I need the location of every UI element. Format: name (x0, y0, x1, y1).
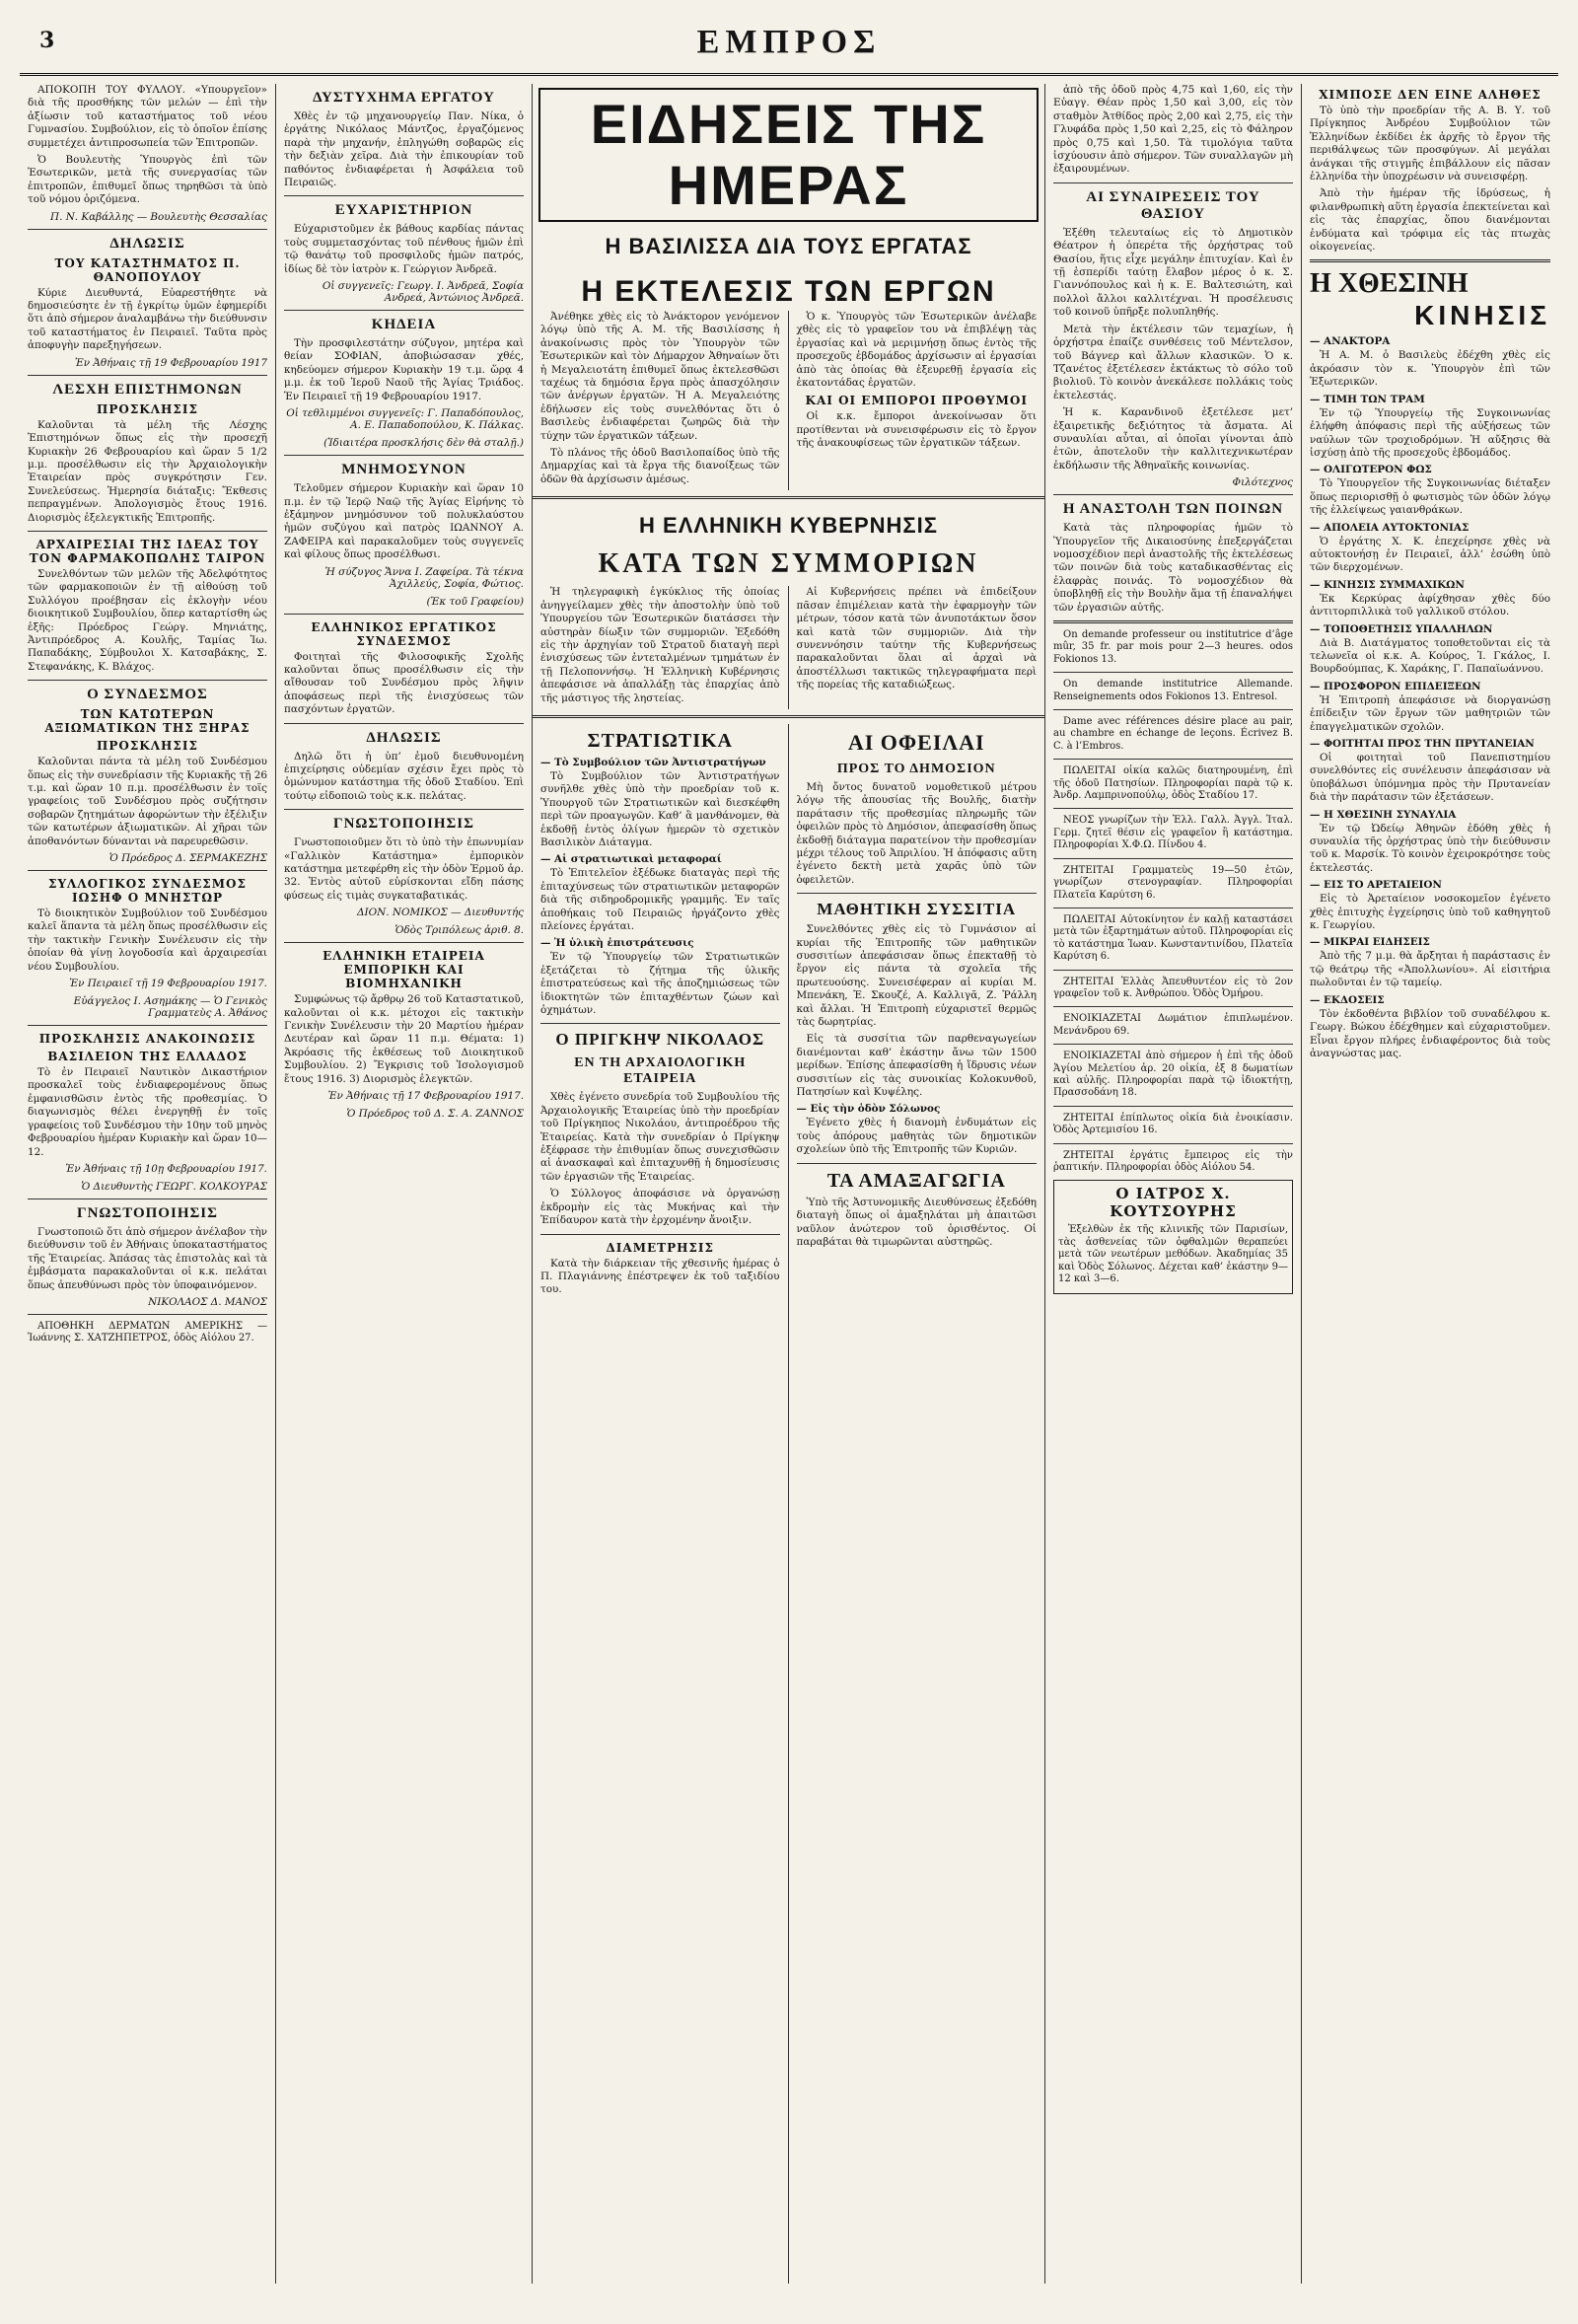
story-2-left (533, 586, 789, 709)
divider (28, 680, 267, 681)
address: Ὁδὸς Τριπόλεως ἀριθ. 8. (394, 924, 524, 937)
ad-text: Ἐξελθὼν ἐκ τῆς κλινικῆς τῶν Παρισίων, τὰς ἀσθενείας τῶν ὀφθαλμῶν θεραπεύει μετὰ τῶν νεωτέρων μεθόδων. Ἀκαδημίας 35 καὶ Ὁδὸς Σόλωνος. Δέχεται καθ’ ἑκάστην 9—12 καὶ 3—6. (1058, 1224, 1288, 1285)
headline: Η ΕΛΛΗΝΙΚΗ ΚΥΒΕΡΝΗΣΙΣ (639, 513, 938, 539)
article-text: Ἐν τῷ Ὑπουργείῳ τῆς Συγκοινωνίας ἐλήφθη ἀπόφασις περὶ τῆς αὐξήσεως τῶν ναύλων τῶν τροχιοδρόμων. Ἡ αὔξησις θὰ ἰσχύσῃ ἀπὸ τῆς προσεχοῦς ἑβδομάδος. (1310, 406, 1550, 459)
section-subheading: ΠΡΟΣΚΛΗΣΙΣ (97, 401, 198, 416)
signature: ΔΙΟΝ. ΝΟΜΙΚΟΣ — Διευθυντής (357, 907, 524, 919)
section-heading: Ο ΣΥΝΔΕΣΜΟΣ (87, 687, 208, 703)
divider (1053, 1044, 1293, 1045)
classified-ad: ΖΗΤΕΙΤΑΙ Γραμματεὺς 19—50 ἐτῶν, γνωρίζων στενογραφίαν. Πληροφορίαι Πλατεῖα Καρύτση 6. (1053, 864, 1293, 901)
classified-ad: Dame avec références désire place au pair, au chambre en échange de leçons. Écrivez B. C. à l’Embros. (1053, 716, 1293, 752)
item-heading: — Εἰς τὴν ὁδὸν Σόλωνος (796, 1103, 941, 1116)
article-text: Χθὲς ἐγένετο συνεδρία τοῦ Συμβουλίου τῆς Ἀρχαιολογικῆς Ἑταιρείας ὑπὸ τὴν προεδρίαν τοῦ Πρίγκηπος Νικολάου, ἀντιπροέδρου τῆς Ἑταιρείας. Κατὰ τὴν συνεδρίαν ὁ Πρίγκηψ ἐξέφρασε τὴν ἐπιθυμίαν ὅπως συνεχισθῶσιν αἱ ἀνασκαφαὶ καὶ ἐπιταχυνθῇ ἡ δημοσίευσις τῶν ἐργασιῶν τῆς Ἑταιρείας. (540, 1091, 780, 1183)
divider (28, 1198, 267, 1199)
newspaper-page (20, 18, 1558, 2287)
section-heading: ΔΙΑΜΕΤΡΗΣΙΣ (606, 1240, 715, 1255)
item-heading: — ΠΡΟΣΦΟΡΟΝ ΕΠΙΔΕΙΞΕΩΝ (1310, 680, 1481, 692)
article-text: Ἡ Α. Μ. ὁ Βασιλεὺς ἐδέχθη χθὲς εἰς ἀκρόασιν τὸν κ. Ὑπουργὸν ἐπὶ τῶν Ἐξωτερικῶν. (1310, 349, 1550, 389)
divider (28, 375, 267, 376)
item-heading: — ΑΠΟΛΕΙΑ ΑΥΤΟΚΤΟΝΙΑΣ (1310, 521, 1470, 534)
signature: Ἡ σύζυγος Ἄννα Ι. Ζαφείρα. Τὰ τέκνα Ἀχιλλεύς, Σοφία, Φώτιος. (324, 565, 524, 590)
signature: Φιλότεχνος (1232, 476, 1293, 489)
column-1 (20, 84, 276, 2284)
classified-ad: ΕΝΟΙΚΙΑΖΕΤΑΙ Δωμάτιον ἐπιπλωμένον. Μενάνδρου 69. (1053, 1013, 1293, 1037)
divider (540, 1234, 780, 1235)
article-text: Ἀνέθηκε χθὲς εἰς τὸ Ἀνάκτορον γενόμενον λόγῳ ὑπὸ τῆς Α. Μ. τῆς Βασιλίσσης ἡ ἀνακοίνωσις πρὸς τὸν Ὑπουργὸν τῶν Ἐσωτερικῶν καὶ τὸν Δήμαρχον Ἀθηναίων ὅτι ἡ Μεγαλειοτάτη ἐπιθυμεῖ ὅπως ἐκτελεσθῶσι ταχέως τὰ δημόσια ἔργα πρὸς ἀπασχόλησιν τῶν ἀνέργων ἐργατῶν. Ἡ Α. Μεγαλειότης ἐδήλωσεν εἰς τοὺς συνελθόντας ὅτι ὁ Βασιλεὺς ἐνδιαφέρεται ζωηρῶς διὰ τὴν τύχην τῶν ἐργατικῶν τάξεων. (540, 311, 780, 442)
story-1-columns (533, 311, 1044, 490)
classified-ad: On demande professeur ou institutrice d’âge mûr, 35 fr. par mois pour 2—3 heures. odos Fokionos 13. (1053, 629, 1293, 665)
section-heading: ΠΡΟΣΚΛΗΣΙΣ ΑΝΑΚΟΙΝΩΣΙΣ (38, 1032, 256, 1047)
item-heading: — ΕΙΣ ΤΟ ΑΡΕΤΑΙΕΙΟΝ (1310, 879, 1442, 892)
note: (Ἐκ τοῦ Γραφείου) (426, 595, 524, 608)
classified-ad: ΖΗΤΕΙΤΑΙ Ἑλλὰς Ἀπευθυντέον εἰς τὸ 2ον γραφεῖον τοῦ κ. Ἀνθρώπου. Ὁδὸς Ὀμήρου. (1053, 976, 1293, 999)
divider (28, 229, 267, 230)
article-text: Κατὰ τὴν διάρκειαν τῆς χθεσινῆς ἡμέρας ὁ Π. Πλαγιάννης ἐπέστρεψεν ἐκ τοῦ ταξιδίου του. (540, 1257, 780, 1296)
section-heading: ΣΤΡΑΤΙΩΤΙΚΑ (587, 729, 733, 752)
article-text: Ἡ Ἐπιτροπὴ ἀπεφάσισε νὰ διοργανώσῃ ἐπίδειξιν τῶν ἔργων τῶν μαθητριῶν τῶν ἐπαγγελματικῶν σχολῶν. (1310, 693, 1550, 733)
section-subheading: ΠΡΟΣ ΤΟ ΔΗΜΟΣΙΟΝ (836, 761, 996, 776)
article-text: Συνελθόντων τῶν μελῶν τῆς Ἀδελφότητος τῶν φαρμακοποιῶν ἐν τῇ αἰθούσῃ τοῦ Συλλόγου προέβησαν εἰς ἐκλογὴν νέου διοικητικοῦ Συμβουλίου, ὅπερ καταρτίσθη ὡς ἑξῆς: Πρόεδρος Γεώργ. Μηνιάτης, Ἀντιπρόεδρος Α. Κουλῆς, Ταμίας Ἰω. Παπαδάκης, Σύμβουλοι Χ. Κατσαβάκης, Σ. Στεφανάκης, Κ. Βλάχος. (28, 567, 267, 673)
article-text: Ὁ Σύλλογος ἀποφάσισε νὰ ὀργανώσῃ ἐκδρομὴν εἰς τὰς Μυκήνας καὶ τὴν Ἐπίδαυρον κατὰ τὴν ἐρχομένην ἄνοιξιν. (540, 1188, 780, 1227)
article-text: Αἱ Κυβερνήσεις πρέπει νὰ ἐπιδείξουν πᾶσαν ἐπιμέλειαν κατὰ τὴν ἐφαρμογὴν τῶν μέτρων, τόσον κατὰ τῶν ἀνυποτάκτων ὅσον καὶ κατὰ τῶν συμμοριῶν. Διὰ τὴν συνεννόησιν ταύτην τῆς Κυβερνήσεως παρακαλοῦνται ὅλαι αἱ ἀρχαὶ νὰ ἀποστέλλωσι τακτικῶς τηλεγραφήματα περὶ τῆς πορείας τῆς καταδιώξεως. (796, 586, 1037, 691)
section-subheading: ΤΟΥ ΚΑΤΑΣΤΗΜΑΤΟΣ Π. ΘΑΝΟΠΟΥΛΟΥ (54, 255, 241, 284)
divider (1053, 709, 1293, 710)
article-text: Συνελθόντες χθὲς εἰς τὸ Γυμνάσιον αἱ κυρίαι τῆς Ἐπιτροπῆς τῶν μαθητικῶν συσσιτίων ἀπεφάσισαν ὅπως ἐπεκταθῇ τὸ ἔργον εἰς πάντα τὰ σχολεῖα τῆς πρωτευούσης. Συνεισέφεραν αἱ κυρίαι Μ. Μπενάκη, Ἑ. Σκουζέ, Α. Καλλιγᾶ, Ζ. Ῥάλλη καὶ ἄλλαι. Ἡ Ἐπιτροπὴ εὐχαριστεῖ θερμῶς τὰς δωρητρίας. (796, 923, 1037, 1029)
article-text: Μὴ ὄντος δυνατοῦ νομοθετικοῦ μέτρου λόγῳ τῆς ἀπουσίας τῆς Βουλῆς, διατὴν παράτασιν τῆς προθεσμίας πληρωμῆς τῶν ὀφειλῶν πρὸς τὸ Δημόσιον, ἀπεφασίσθη ὅπως ἐκδοθῇ διάταγμα παρατείνον τὴν προθεσμίαν μέχρι τέλους τοῦ Ἀπριλίου. Ἡ ἀπόφασις αὕτη ἐγένετο δεκτὴ μετὰ χαρᾶς ὑπὸ τῶν ὀφειλετῶν. (796, 780, 1037, 886)
lower-center-columns (533, 724, 1044, 2284)
article-text: Τὸ Συμβούλιον τῶν Ἀντιστρατήγων συνῆλθε χθὲς ὑπὸ τὴν προεδρίαν τοῦ κ. Ὑπουργοῦ τῶν Στρατιωτικῶν καὶ διεσκέφθη περὶ τῶν προαγωγῶν. Καθ’ ἃ μανθάνομεν, θὰ ἐκδοθῇ ἐντὸς ὀλίγων ἡμερῶν τὸ σχετικὸν Βασιλικὸν Διάταγμα. (540, 769, 780, 848)
divider (1053, 1143, 1293, 1144)
headline: Η ΕΚΤΕΛΕΣΙΣ ΤΩΝ ΕΡΓΩΝ (581, 275, 996, 308)
divider (797, 1163, 1038, 1164)
article-text: Τὸ ὑπὸ τὴν προεδρίαν τῆς Α. Β. Υ. τοῦ Πρίγκηπος Ἀνδρέου Συμβούλιον τῶν Ἑλληνίδων ἐκδίδει ἐκ ἀρχῆς τὸ ἔργον τῆς περιθάλψεως τῶν προσφύγων. Αἱ μεγάλαι ἀνάγκαι τῆς στιγμῆς ἐπιβάλλουν εἰς πᾶσαν ἑλληνίδα τὴν ὑποχρέωσιν νὰ συνεισφέρῃ. (1310, 105, 1550, 183)
divider (1053, 808, 1293, 809)
divider (1310, 259, 1550, 262)
story-2-columns (533, 586, 1044, 709)
divider (28, 531, 267, 532)
item-heading: — ΤΙΜΗ ΤΩΝ ΤΡΑΜ (1310, 393, 1425, 405)
divider (1053, 672, 1293, 673)
divider (284, 455, 524, 456)
article-text: Τὴν προσφιλεστάτην σύζυγον, μητέρα καὶ θείαν ΣΟΦΙΑΝ, ἀποβιώσασαν χθές, κηδεύομεν σήμερον Κυριακὴν 19 τ.μ. ὥρᾳ 4 μ.μ. ἐκ τοῦ Ἱεροῦ Ναοῦ τῆς Ἁγίας Τριάδος. Ἐν Πειραιεῖ τῇ 19 Φεβρουαρίου 1917. (284, 337, 524, 402)
article-text: Εἰς τὸ Ἀρεταίειον νοσοκομεῖον ἐγένετο χθὲς ἐπιτυχὴς ἐγχείρησις ὑπὸ τοῦ καθηγητοῦ κ. Γεωργίου. (1310, 893, 1550, 932)
item-heading: — Αἱ στρατιωτικαὶ μεταφοραί (540, 853, 722, 866)
article-text: Δηλῶ ὅτι ἡ ὑπ’ ἐμοῦ διευθυνομένη ἐπιχείρησις οὐδεμίαν σχέσιν ἔχει πρὸς τὸ ὁμώνυμον κατάστημα τῆς ὁδοῦ Σταδίου. Ἐπὶ τούτῳ εἰδοποιῶ τοὺς κ.κ. πελάτας. (284, 750, 524, 802)
classified-ad: ΠΩΛΕΙΤΑΙ οἰκία καλῶς διατηρουμένη, ἐπὶ τῆς ὁδοῦ Πατησίων. Πληροφορίαι παρὰ τῷ κ. Ἀνδρ. Λαμπρινοπούλῳ, ὁδὸς Σταδίου 17. (1053, 765, 1293, 802)
section-heading: ΔΗΛΩΣΙΣ (366, 729, 442, 746)
main-banner: ΕΙΔΗΣΕΙΣ ΤΗΣ ΗΜΕΡΑΣ (538, 88, 1039, 222)
article-text: Διὰ Β. Διατάγματος τοποθετοῦνται εἰς τὰ τελωνεῖα οἱ κ.κ. Α. Κούρος, Ἰ. Γκάλος, Ι. Βουρδούμπας, Κ. Χαράκης, Γ. Παπαϊωάννου. (1310, 636, 1550, 676)
divider (284, 723, 524, 724)
section-heading: ΔΥΣΤΥΧΗΜΑ ΕΡΓΑΤΟΥ (313, 90, 495, 106)
ad-heading: Ο ΙΑΤΡΟΣ Χ. ΚΟΥΤΣΟΥΡΗΣ (1110, 1185, 1237, 1221)
article-text: Ἐξέθη τελευταίως εἰς τὸ Δημοτικὸν Θέατρον ἡ ὀπερέτα τῆς ὀρχήστρας τοῦ Θασίου, ἥτις εἶχε μεγάλην ἐπιτυχίαν. Καὶ ἐν τῇ ἑσπερίδι ταύτῃ ἔλαβον μέρος ὁ κ. Σ. Γιαννόπουλος καὶ ἡ κ. Ε. Βαλτεσιώτη, καὶ πολλοὶ ἄλλοι καλλιτέχναι. Ἡ προσέλευσις τοῦ κοινοῦ ὑπῆρξε πολυπληθής. (1053, 226, 1293, 319)
section-heading: ΑΡΧΑΙΡΕΣΙΑΙ ΤΗΣ ΙΔΕΑΣ ΤΟΥ ΤΟΝ ΦΑΡΜΑΚΟΠΩΛΗΣ ΤΑΙΡΟΝ (29, 537, 266, 565)
advertisement: ΑΠΟΘΗΚΗ ΔΕΡΜΑΤΩΝ ΑΜΕΡΙΚΗΣ — Ἰωάννης Σ. ΧΑΤΖΗΠΕΤΡΟΣ, ὁδὸς Αἰόλου 27. (28, 1320, 267, 1344)
column-2 (276, 84, 533, 2284)
classified-ad: ΝΕΟΣ γνωρίζων τὴν Ἑλλ. Γαλλ. Ἀγγλ. Ἰταλ. Γερμ. ζητεῖ θέσιν εἰς γραφεῖον ἢ κατάστημα. Πληροφορίαι Χ.Φ.Ω. Πίνδου 4. (1053, 815, 1293, 851)
article-text: Ἐν τῷ Ὠδείῳ Ἀθηνῶν ἐδόθη χθὲς ἡ συναυλία τῆς ὀρχήστρας ὑπὸ τὴν διεύθυνσιν τοῦ κ. Μαρσίκ. Τὸ κοινὸν ἐχειροκρότησε τοὺς ἐκτελεστάς. (1310, 822, 1550, 874)
article-text: Γνωστοποιῶ ὅτι ἀπὸ σήμερον ἀνέλαβον τὴν διεύθυνσιν τοῦ ἐν Ἀθήναις ὑποκαταστήματος τῆς Ἑταιρείας. Ἀπάσας τὰς ἐπιστολὰς καὶ τὰ ἐμβάσματα παρακαλοῦνται οἱ κ.κ. πελάται ὅπως ἀπευθύνωσι πρὸς τὸν ὑποφαινόμενον. (28, 1225, 267, 1291)
divider (1053, 494, 1293, 495)
divider (1053, 858, 1293, 859)
section-heading: ΑΙ ΣΥΝΑΙΡΕΣΕΙΣ ΤΟΥ ΘΑΣΙΟΥ (1086, 188, 1260, 222)
item-heading: — ΚΙΝΗΣΙΣ ΣΥΜΜΑΧΙΚΩΝ (1310, 578, 1465, 591)
signature: Π. Ν. Καβάλλης — Βουλευτὴς Θεσσαλίας (50, 210, 267, 223)
section-heading: ΔΗΛΩΣΙΣ (109, 235, 185, 252)
divider (28, 1025, 267, 1026)
story-1-left (533, 311, 789, 490)
divider (1053, 620, 1293, 623)
item-heading: — Η ΧΘΕΣΙΝΗ ΣΥΝΑΥΛΙΑ (1310, 808, 1457, 821)
note: (Ἰδιαιτέρα προσκλήσις δὲν θὰ σταλῇ.) (323, 437, 524, 450)
article-text: Τελοῦμεν σήμερον Κυριακὴν καὶ ὥραν 10 π.μ. ἐν τῷ Ἱερῷ Ναῷ τῆς Ἁγίας Εἰρήνης τὸ ἐξάμηνον μνημόσυνον τοῦ πολυκλαύστου ἡμῶν συζύγου καὶ πατρὸς ΙΩΑΝΝΟΥ Α. ΖΑΦΕΙΡΑ καὶ παρακαλοῦμεν τοὺς συγγενεῖς καὶ φίλους ὅπως προσέλθωσι. (284, 482, 524, 561)
divider (533, 496, 1044, 499)
section-heading: ΕΛΛΗΝΙΚΟΣ ΕΡΓΑΤΙΚΟΣ ΣΥΝΔΕΣΜΟΣ (311, 619, 497, 648)
divider (1053, 1106, 1293, 1107)
section-subheading: ΚΑΙ ΟΙ ΕΜΠΟΡΟΙ ΠΡΟΘΥΜΟΙ (805, 394, 1028, 408)
article-text: Τὸ πλάνος τῆς ὁδοῦ Βασιλοπαίδος ὑπὸ τῆς Δημαρχίας καὶ τὰ ἔργα τῆς διανοίξεως τῶν ὁδῶν θὰ ἀρχίσωσιν ἀμέσως. (540, 447, 780, 485)
article-text: Μετὰ τὴν ἐκτέλεσιν τῶν τεμαχίων, ἡ ὀρχήστρα ἐπαίζε συνθέσεις τοῦ Μέντελσον, τοῦ Βάγνερ καὶ ἄλλων κλασικῶν. Ὁ κ. Τζανέτος ἐξετέλεσεν ἐκτάκτως τὸ σόλο τοῦ βιολιοῦ. Τὸ κοινὸν ἀνεκάλεσε πολλάκις τοὺς ἐκτελεστάς. (1053, 323, 1293, 401)
article-text: Ἡ κ. Καρανδινοῦ ἐξετέλεσε μετ’ ἐξαιρετικῆς δεξιότητος τὰ ἄσματα. Αἱ συναυλίαι αὗται, αἱ ὁποῖαι γίνονται ἀπὸ ἐτῶν, ἀποτελοῦν τὴν καλλιτεχνικωτέραν ἐκδήλωσιν τῆς Ἀθηναϊκῆς κοινωνίας. (1053, 406, 1293, 472)
masthead (20, 18, 1558, 76)
signature: Ὁ Πρόεδρος Δ. ΣΕΡΜΑΚΕΖΗΣ (108, 852, 267, 865)
divider (28, 1314, 267, 1315)
date-line: Ἐν Πειραιεῖ τῇ 19 Φεβρουαρίου 1917. (69, 978, 267, 990)
article-text: ΑΠΟΚΟΠΗ ΤΟΥ ΦΥΛΛΟΥ. «Υπουργεῖον» διὰ τῆς προσθήκης τῶν μελών — ἐπὶ τὴν ἀξίωσιν τοῦ καταστήματος τοῦ νέου Γυμνασίου. Συμβούλιον, εἰς τὸ ὁποῖον ἐπίσης συμμετέχει ἀντιπροσωπεία τῶν Ἐπιτροπῶν. (28, 84, 267, 149)
section-heading: ΤΑ ΑΜΑΞΑΓΩΓΙΑ (826, 1169, 1006, 1192)
divider (284, 614, 524, 615)
divider (1053, 970, 1293, 971)
date-line: Ἐν Ἀθήναις τῇ 10ῃ Φεβρουαρίου 1917. (65, 1162, 267, 1175)
divider (533, 715, 1044, 718)
classified-ad: ΠΩΛΕΙΤΑΙ Αὐτοκίνητον ἐν καλῇ καταστάσει μετὰ τῶν ἐξαρτημάτων αὐτοῦ. Πληροφορίαι εἰς τὸ κατάστημα Ἰωαν. Κωνσταντινίδου, Πλατεῖα Καρύτση 6. (1053, 913, 1293, 963)
article-text: Οἱ φοιτηταὶ τοῦ Πανεπιστημίου συνελθόντες εἰς συνέλευσιν ἀπεφάσισαν νὰ ὑποβάλωσι ὑπόμνημα πρὸς τὴν Πρυτανείαν διὰ τὴν παράτασιν τῶν ἐξετάσεων. (1310, 752, 1550, 804)
article-text: Οἱ κ.κ. ἔμποροι ἀνεκοίνωσαν ὅτι προτίθενται νὰ συνεισφέρωσιν εἰς τὸ ἔργον τῆς ἀνακουφίσεως τῶν ἐργατικῶν τάξεων. (796, 410, 1037, 450)
divider (797, 893, 1038, 894)
section-heading: ΧΙΜΠΟΣΕ ΔΕΝ ΕΙΝΕ ΑΛΗΘΕΣ (1319, 88, 1542, 102)
section-heading: Η ΑΝΑΣΤΟΛΗ ΤΩΝ ΠΟΙΝΩΝ (1062, 501, 1284, 518)
headline: ΚΑΤΑ ΤΩΝ ΣΥΜΜΟΡΙΩΝ (598, 548, 979, 580)
section-title-right: ΚΙΝΗΣΙΣ (1414, 300, 1550, 331)
section-subheading: ΒΑΣΙΛΕΙΟΝ ΤΗΣ ΕΛΛΑΔΟΣ (47, 1050, 248, 1064)
divider (284, 195, 524, 196)
article-text: Εὐχαριστοῦμεν ἐκ βάθους καρδίας πάντας τοὺς συμμετασχόντας τοῦ πένθους ἡμῶν ἐπὶ τῷ θανάτῳ τοῦ προσφιλοῦς ἡμῶν πατρός, ἰδίως δὲ τὸν ἰατρὸν κ. Γεώργιον Ἀνδρεᾶ. (284, 223, 524, 275)
column-5 (1302, 84, 1558, 2284)
section-heading: ΓΝΩΣΤΟΠΟΙΗΣΙΣ (77, 1204, 218, 1221)
article-text: ἀπὸ τῆς ὁδοῦ πρὸς 4,75 καὶ 1,60, εἰς τὴν Εὐαγγ. Θέαν πρὸς 1,50 καὶ 3,00, εἰς τὸν σταθμὸν Ἀτθίδος πρὸς 2,00 καὶ 2,75, εἰς τὴν Γλυφάδα πρὸς 1,50 καὶ 2,25, εἰς τὸ Φάληρον πρὸς 0,75 καὶ 1,50. Τὰ τιμολόγια ταῦτα ἰσχύουσιν ἀπὸ σήμερον. Τῶν συναλλαγῶν μὴ ἐξαιρουμένων. (1053, 84, 1293, 176)
story-2-right (789, 586, 1045, 709)
divider (1053, 759, 1293, 760)
item-heading: — ΑΝΑΚΤΟΡΑ (1310, 335, 1391, 348)
headline: Η ΒΑΣΙΛΙΣΣΑ ΔΙΑ ΤΟΥΣ ΕΡΓΑΤΑΣ (605, 234, 972, 258)
newspaper-name: ΕΜΠΡΟΣ (696, 24, 882, 60)
column-4 (1045, 84, 1302, 2284)
article-text: Κατὰ τὰς πληροφορίας ἡμῶν τὸ Ὑπουργεῖον τῆς Δικαιοσύνης ἐπεξεργάζεται νομοσχέδιον περὶ ἀναστολῆς τῆς ἐκτελέσεως τῶν ποινῶν διὰ τοὺς καταδικασθέντας εἰς ἐλαφρὰς ποινάς. Τὸ νομοσχέδιον θὰ ὑποβληθῇ εἰς τὴν Βουλὴν ἅμα τῇ ἐπαναλήψει τῶν ἐργασιῶν αὐτῆς. (1053, 522, 1293, 614)
center-section (533, 84, 1045, 2284)
classified-ad: ΖΗΤΕΙΤΑΙ ἐπίπλωτος οἰκία διὰ ἐνοικίασιν. Ὁδὸς Ἀρτεμισίου 16. (1053, 1112, 1293, 1136)
date-line: Ἐν Ἀθήναις τῇ 17 Φεβρουαρίου 1917. (327, 1090, 524, 1103)
article-text: Ὑπὸ τῆς Ἀστυνομικῆς Διευθύνσεως ἐξεδόθη διαταγὴ ὅπως οἱ ἀμαξηλάται μὴ ἀπαιτῶσι ναῦλον ἀνώτερον τοῦ ὁρισθέντος. Οἱ παραβάται θὰ τιμωρῶνται αὐστηρῶς. (796, 1196, 1037, 1248)
columns (20, 84, 1558, 2284)
article-text: Ἐγένετο χθὲς ἡ διανομὴ ἐνδυμάτων εἰς τοὺς ἀπόρους μαθητὰς τῶν δημοτικῶν σχολείων ὑπὸ τῆς Ἐπιτροπῆς τῶν Κυριῶν. (796, 1117, 1037, 1156)
divider (28, 870, 267, 871)
article-text: Φοιτηταὶ τῆς Φιλοσοφικῆς Σχολῆς καλοῦνται ὅπως προσέλθωσιν εἰς τὴν αἴθουσαν τοῦ Συνδέσμου πρὸς λῆψιν ἀποφάσεως περὶ τῆς ἐνισχύσεως τῶν πασχόντων ἐργατῶν. (284, 650, 524, 716)
article-text: Τὸ ἐν Πειραιεῖ Ναυτικὸν Δικαστήριον προσκαλεῖ τοὺς ἐνδιαφερομένους ὅπως ἐμφανισθῶσιν ἐντὸς τῆς προθεσμίας. Ὁ διαγωνισμὸς θέλει ἐνεργηθῇ ἐν τοῖς γραφείοις τοῦ Συνδέσμου τὴν 10ην τοῦ μηνὸς Φεβρουαρίου ἡμέραν Κυριακὴν καὶ ὥραν 10—12. (28, 1066, 267, 1158)
article-text: Καλοῦνται πάντα τὰ μέλη τοῦ Συνδέσμου ὅπως εἰς τὴν συνεδρίασιν τῆς Κυριακῆς τῇ 26 τ.μ. καὶ ὥραν 10 π.μ. προσέλθωσιν ἐν τοῖς γραφείοις τοῦ Συνδέσμου πρὸς συζήτησιν σοβαρῶν ζητημάτων ἀφορώντων τὴν ἐξέλιξιν τῶν κατωτέρων ἀξιωματικῶν. Αἱ χῆραι τῶν ἀποθανόντων δύνανται νὰ παρευρεθῶσιν. (28, 756, 267, 847)
section-heading: ΜΝΗΜΟΣΥΝΟΝ (341, 462, 466, 478)
article-text: Ἀπὸ τὴν ἡμέραν τῆς ἱδρύσεως, ἡ φιλανθρωπικὴ αὕτη ἐργασία ἐπεκτείνεται καὶ εἰς τὰς ἐπαρχίας, ὅπου διανέμονται ἐνδύματα καὶ τρόφιμα εἰς τὰς πτωχὰς οἰκογενείας. (1310, 187, 1550, 254)
item-heading: — ΕΚΔΟΣΕΙΣ (1310, 993, 1385, 1006)
article-text: Ἐκ Κερκύρας ἀφίχθησαν χθὲς δύο ἀντιτορπιλλικὰ τοῦ γαλλικοῦ στόλου. (1310, 592, 1550, 618)
divider (284, 310, 524, 311)
signature: Οἱ συγγενεῖς: Γεωργ. Ι. Ἀνδρεᾶ, Σοφία Ανδρεά, Ἀντώνιος Ἀνδρεᾶ. (322, 280, 524, 305)
article-text: Εἰς τὰ συσσίτια τῶν παρθεναγωγείων διανέμονται καθ’ ἑκάστην ἄνω τῶν 1500 μερίδων. Ἐπίσης ἀπεφασίσθη ἡ ἵδρυσις νέων συσσιτίων εἰς τὰς συνοικίας Κολοκυνθοῦ, Πατησίων καὶ Κυψέλης. (796, 1033, 1037, 1099)
section-subheading: ΠΡΟΣΚΛΗΣΙΣ (97, 739, 198, 754)
section-heading: ΕΛΛΗΝΙΚΗ ΕΤΑΙΡΕΙΑ ΕΜΠΟΡΙΚΗ ΚΑΙ ΒΙΟΜΗΧΑΝΙΚΗ (323, 949, 485, 991)
article-text: Ἀπὸ τῆς 7 μ.μ. θὰ ἄρξηται ἡ παράστασις ἐν τῷ θεάτρῳ τῆς «Ἀπολλωνίου». Αἱ εἰσιτήρια πωλοῦνται ἐν τῷ ταμείῳ. (1310, 950, 1550, 989)
article-text: Χθὲς ἐν τῷ μηχανουργείῳ Παν. Νίκα, ὁ ἐργάτης Νικόλαος Μάντζος, ἐργαζόμενος παρὰ τὴν μηχανήν, ἐπληγώθη σοβαρῶς εἰς τὴν δεξιὰν χεῖρα. Διὰ τὴν ἐπικουρίαν τοῦ παθόντος ἐνδιαφέρεται ἡ Ἀσφάλεια τοῦ Πειραιῶς. (284, 110, 524, 189)
section-heading: ΛΕΣΧΗ ΕΠΙΣΤΗΜΟΝΩΝ (52, 381, 243, 398)
divider (1053, 182, 1293, 183)
section-heading: ΓΝΩΣΤΟΠΟΙΗΣΙΣ (333, 816, 474, 833)
section-subheading: ΤΩΝ ΚΑΤΩΤΕΡΩΝ ΑΞΙΩΜΑΤΙΚΩΝ ΤΗΣ ΞΗΡΑΣ (44, 707, 251, 736)
item-heading: — ΤΟΠΟΘΕΤΗΣΙΣ ΥΠΑΛΛΗΛΩΝ (1310, 622, 1493, 635)
article-text: Τὸ διοικητικὸν Συμβούλιον τοῦ Συνδέσμου καλεῖ ἅπαντα τὰ μέλη ὅπως προσέλθωσιν εἰς τὴν τακτικὴν Γενικὴν Συνέλευσιν εἰς τὴν ὁποίαν θὰ γίνῃ λογοδοσία καὶ ἀρχαιρεσίαι νέου Συμβουλίου. (28, 908, 267, 973)
article-text: Τὸ Ἐπιτελεῖον ἐξέδωκε διαταγὰς περὶ τῆς ἐπιταχύνσεως τῶν στρατιωτικῶν μεταφορῶν διὰ τῆς σιδηροδρομικῆς γραμμῆς. Ἐν ταῖς ἀποθήκαις τοῦ Πειραιῶς ἠργάζοντο χθὲς πλείονες ἐργάται. (540, 867, 780, 932)
section-heading: ΣΥΛΛΟΓΙΚΟΣ ΣΥΝΔΕΣΜΟΣ ΙΩΣΗΦ Ο ΜΝΗΣΤΩΡ (48, 877, 247, 906)
article-text: Ἡ τηλεγραφικὴ ἐγκύκλιος τῆς ὁποίας ἀνηγγείλαμεν χθὲς τὴν ἀποστολὴν ὑπὸ τοῦ Ὑπουργείου τῶν Ἐσωτερικῶν διατάσσει τὴν αὐστηρὰν δίωξιν τῶν συμμοριῶν. Ἐξεδόθη εἰς τὴν ἀρχηγίαν τοῦ Στρατοῦ διαταγὴ περὶ ἐνισχύσεως τῶν ἐντεταλμένων τμημάτων ἐν τῇ Πελοποννήσῳ. Ἡ Ἑλληνικὴ Κυβέρνησις ἀπεφάσισε νὰ ἀπαλλάξῃ τὰς ἐπαρχίας ἀπὸ τῆς μάστιγος τῆς ληστείας. (540, 586, 780, 704)
lower-center-right (789, 724, 1045, 2284)
section-heading: ΑΙ ΟΦΕΙΛΑΙ (847, 729, 985, 755)
article-text: Ὁ Βουλευτὴς Ὑπουργὸς ἐπὶ τῶν Ἐσωτερικῶν, μετὰ τῆς συνεργασίας τῶν ἐπιτροπῶν, ἐπιθυμεῖ ὅπως τηρηθῶσι τὰ ὑπὸ τοῦ νόμου ὁριζόμενα. (28, 154, 267, 206)
item-heading: — ΦΟΙΤΗΤΑΙ ΠΡΟΣ ΤΗΝ ΠΡΥΤΑΝΕΙΑΝ (1310, 738, 1535, 750)
section-heading: ΕΥΧΑΡΙΣΤΗΡΙΟΝ (334, 202, 473, 219)
lower-center-left (533, 724, 789, 2284)
item-heading: — Τὸ Συμβούλιον τῶν Ἀντιστρατήγων (540, 756, 766, 768)
divider (284, 809, 524, 810)
section-heading: Ο ΠΡΙΓΚΗΨ ΝΙΚΟΛΑΟΣ (555, 1030, 765, 1050)
item-heading: — Ἡ ὑλικὴ ἐπιστράτευσις (540, 937, 694, 950)
signature: ΝΙΚΟΛΑΟΣ Δ. ΜΑΝΟΣ (148, 1295, 267, 1308)
article-text: Ὁ κ. Ὑπουργὸς τῶν Ἐσωτερικῶν ἀνέλαβε χθὲς εἰς τὸ γραφεῖον του νὰ ἐπιβλέψῃ τὰς ἐργασίας καὶ νὰ μεριμνήσῃ ὅπως ἐντὸς τῆς προσεχοῦς ἑβδομάδος ἀρχίσωσιν αἱ ἐργασίαι ἀπὸ τὰς ὁποίας θὰ ἐξευρεθῇ ἐργασία εἰς ἑκατοντάδας ἐργατῶν. (796, 311, 1037, 390)
item-heading: — ΟΛΙΓΩΤΕΡΟΝ ΦΩΣ (1310, 464, 1432, 476)
divider (540, 1023, 780, 1024)
section-heading: ΜΑΘΗΤΙΚΗ ΣΥΣΣΙΤΙΑ (817, 900, 1017, 919)
signature: Ὁ Διευθυντὴς ΓΕΩΡΓ. ΚΟΛΚΟΥΡΑΣ (81, 1180, 267, 1193)
story-1-right (789, 311, 1045, 490)
classified-ad: ΕΝΟΙΚΙΑΖΕΤΑΙ ἀπὸ σήμερον ἡ ἐπὶ τῆς ὁδοῦ Ἁγίου Μελετίου ἀρ. 20 οἰκία, ἐξ 8 δωματίων καὶ αὐλῆς. Πληροφορίαι παρὰ τῷ ἰδιοκτήτῃ, Πρασσοδάνη 18. (1053, 1051, 1293, 1099)
article-text: Ἐν τῷ Ὑπουργείῳ τῶν Στρατιωτικῶν ἐξετάζεται τὸ ζήτημα τῆς ὑλικῆς ἐπιστρατεύσεως καὶ τῆς ἀποζημιώσεως τῶν ἰδιοκτητῶν τῶν ἐπιταχθέντων ζώων καὶ ὀχημάτων. (540, 951, 780, 1017)
section-subheading: ΕΝ ΤΗ ΑΡΧΑΙΟΛΟΓΙΚΗ ΕΤΑΙΡΕΙΑ (574, 1055, 747, 1087)
signature: Εὐάγγελος Ι. Ασημάκης — Ὁ Γενικὸς Γραμματεὺς Α. Ἀθάνος (73, 995, 267, 1020)
article-text: Ὁ ἐργάτης Χ. Κ. ἐπεχείρησε χθὲς νὰ αὐτοκτονήσῃ ἐν Πειραιεῖ, ἀλλ’ ἐσώθη ὑπὸ τῶν διερχομένων. (1310, 535, 1550, 574)
article-text: Γνωστοποιοῦμεν ὅτι τὸ ὑπὸ τὴν ἐπωνυμίαν «Γαλλικὸν Κατάστημα» ἐμπορικὸν κατάστημα μετεφέρθη εἰς τὴν ὁδὸν Ἑρμοῦ ἀρ. 32. Ἐντὸς αὐτοῦ εὑρίσκονται εἴδη πάσης φύσεως εἰς τιμὰς συγκαταβατικάς. (284, 836, 524, 902)
page-number: 3 (39, 28, 55, 53)
article-text: Καλοῦνται τὰ μέλη τῆς Λέσχης Ἐπιστημόνων ὅπως εἰς τὴν προσεχῆ Κυριακὴν 26 Φεβρουαρίου καὶ ὥραν 5 1/2 μ.μ. προσέλθωσιν εἰς τὴν Ἀρχαιολογικὴν Ἑταιρείαν πρὸς συγκρότησιν Γεν. Συνελεύσεως. Ἡμερησία διάταξις: Ἔκθεσις πεπραγμένων. Ἀπολογισμὸς ἔτους 1916. Διορισμὸς ἐξελεγκτικῆς Ἐπιτροπῆς. (28, 418, 267, 524)
article-text: Κύριε Διευθυντά, Εὐαρεστήθητε νὰ δημοσιεύσητε ἐν τῇ ἐγκρίτῳ ὑμῶν ἐφημερίδι ὅτι ἀπὸ σήμερον ἀναλαμβάνω τὴν διεύθυνσιν τοῦ καταστήματος ἐν Πειραιεῖ. Ταῦτα πρὸς ἀποφυγὴν παρεξηγήσεων. (28, 286, 267, 352)
article-text: Συμφώνως τῷ ἄρθρῳ 26 τοῦ Καταστατικοῦ, καλοῦνται οἱ κ.κ. μέτοχοι εἰς τακτικὴν Γενικὴν Συνέλευσιν τὴν 20 Μαρτίου ἡμέραν Δευτέραν καὶ ὥραν 11 π.μ. Θέματα: 1) Ἀκρόασις τῆς ἐκθέσεως τοῦ Διοικητικοῦ Συμβουλίου. 2) Ἔγκρισις τοῦ Ἰσολογισμοῦ ἔτους 1916. 3) Διορισμὸς ἐλεγκτῶν. (284, 993, 524, 1085)
article-text: Τὸν ἐκδοθέντα βιβλίον τοῦ συναδέλφου κ. Γεωργ. Βώκου ἐδέχθημεν καὶ εὐχαριστοῦμεν. Εἶναι ἔργον πλήρες ἐνδιαφέροντος διὰ τοὺς ἀναγνώστας μας. (1310, 1007, 1550, 1059)
article-text: Τὸ Ὑπουργεῖον τῆς Συγκοινωνίας διέταξεν ὅπως περιορισθῇ ὁ φωτισμὸς τῶν ὁδῶν λόγῳ τῆς ἐλλείψεως γαιανθράκων. (1310, 477, 1550, 517)
divider (284, 942, 524, 943)
doctor-advertisement (1053, 1180, 1293, 1294)
date-line: Ἐν Ἀθήναις τῇ 19 Φεβρουαρίου 1917 (74, 356, 267, 369)
item-heading: — ΜΙΚΡΑΙ ΕΙΔΗΣΕΙΣ (1310, 936, 1430, 949)
classified-ad: ΖΗΤΕΙΤΑΙ ἐργάτις ἔμπειρος εἰς τὴν ῥαπτικήν. Πληροφορίαι ὁδὸς Αἰόλου 54. (1053, 1149, 1293, 1173)
divider (1053, 1006, 1293, 1007)
section-title-left: Η ΧΘΕΣΙΝΗ (1310, 268, 1469, 300)
classified-ad: On demande institutrice Allemande. Renseignements odos Fokionos 13. Entresol. (1053, 679, 1293, 702)
signature: Οἱ τεθλιμμένοι συγγενεῖς: Γ. Παπαδόπουλος, Α. Ε. Παπαδοπούλου, Κ. Πάλκας. (286, 407, 524, 432)
section-heading: ΚΗΔΕΙΑ (371, 317, 437, 333)
signature: Ὁ Πρόεδρος τοῦ Δ. Σ. Α. ΖΑΝΝΟΣ (346, 1108, 524, 1121)
